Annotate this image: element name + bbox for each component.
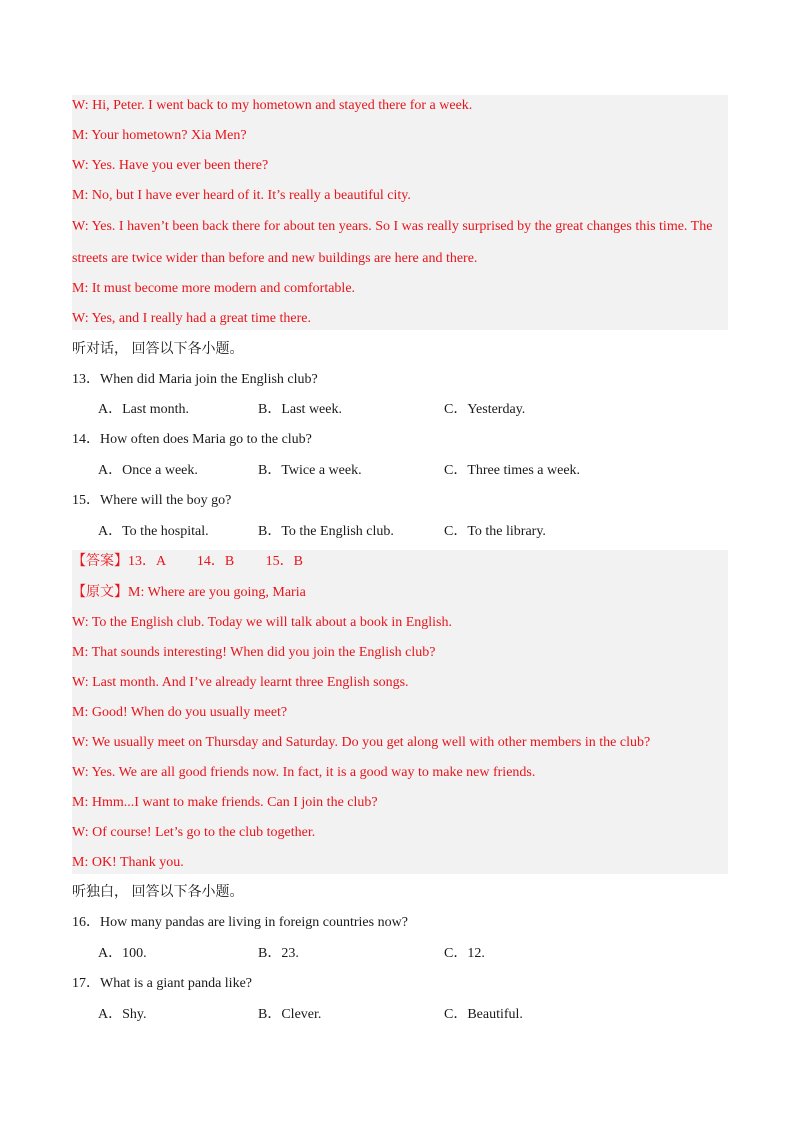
transcript-line: W: Last month. And I’ve already learnt three English songs. [72,675,409,690]
section-instruction: 听对话， 回答以下各小题。 [72,342,244,357]
answer-label: 【答案】 [72,554,128,569]
option-c: C．Three times a week. [444,463,581,478]
option-a: A．To the hospital. [98,524,209,539]
question-13: 13．When did Maria join the English club? [72,372,318,387]
transcript-line: W: We usually meet on Thursday and Saturday. Do you get along well with other members in the club? [72,735,651,750]
option-a: A．Shy. [98,1007,147,1022]
transcript-line: W: Yes. We are all good friends now. In fact, it is a good way to make new friends. [72,765,536,780]
question-17: 17．What is a giant panda like? [72,976,252,991]
option-c: C．12. [444,946,485,961]
transcript-line: M: That sounds interesting! When did you join the English club? [72,645,436,660]
transcript-line: M: It must become more modern and comfortable. [72,281,356,296]
option-c: C．To the library. [444,524,546,539]
transcript-line: W: Yes. I haven’t been back there for about ten years. So I was really surprised by the great changes this time. The [72,219,713,234]
source-label: 【原文】 [72,585,128,600]
option-b: B．Clever. [258,1007,322,1022]
transcript-line: streets are twice wider than before and new buildings are here and there. [72,251,478,266]
option-a: A．Once a week. [98,463,198,478]
option-a: A．Last month. [98,402,189,417]
transcript-line: W: Of course! Let’s go to the club together. [72,825,316,840]
section-instruction: 听独白， 回答以下各小题。 [72,885,244,900]
transcript-line: M: Good! When do you usually meet? [72,705,288,720]
transcript-line: W: To the English club. Today we will talk about a book in English. [72,615,453,630]
source-first-line: M: Where are you going, Maria [128,585,306,600]
question-14: 14．How often does Maria go to the club? [72,432,312,447]
transcript-line: W: Yes, and I really had a great time there. [72,311,311,326]
option-b: B．Twice a week. [258,463,362,478]
question-16: 16．How many pandas are living in foreign countries now? [72,915,408,930]
question-15: 15．Where will the boy go? [72,493,232,508]
transcript-line: M: No, but I have ever heard of it. It’s really a beautiful city. [72,188,411,203]
transcript-line: M: Your hometown? Xia Men? [72,128,247,143]
source-line [72,583,306,603]
option-b: B．23. [258,946,299,961]
answer-line [72,552,303,572]
transcript-line: W: Hi, Peter. I went back to my hometown and stayed there for a week. [72,98,473,113]
transcript-line: M: Hmm...I want to make friends. Can I join the club? [72,795,378,810]
option-c: C．Beautiful. [444,1007,523,1022]
option-a: A．100. [98,946,147,961]
option-c: C．Yesterday. [444,402,526,417]
transcript-line: W: Yes. Have you ever been there? [72,158,269,173]
option-b: B．To the English club. [258,524,394,539]
transcript-line: M: OK! Thank you. [72,855,184,870]
answer-text: 13．A 14．B 15．B [128,554,304,569]
option-b: B．Last week. [258,402,342,417]
